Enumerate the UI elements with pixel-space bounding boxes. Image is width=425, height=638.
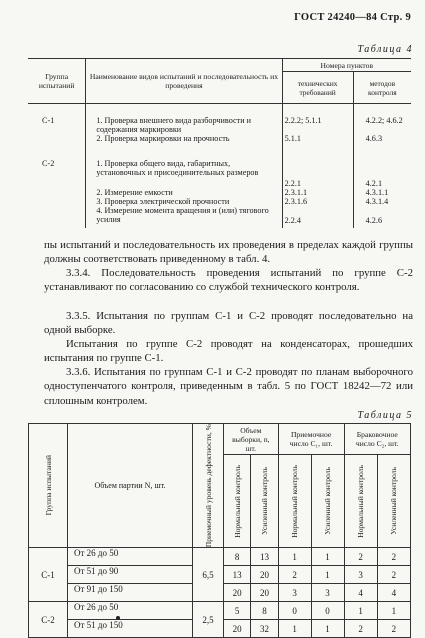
table4 <box>28 58 411 228</box>
table-row: 4. Измерение момента вращения и (или) тягового усилия 2.2.4 4.2.6 <box>28 206 411 228</box>
table4-head-group: Группа испытаний <box>28 59 86 104</box>
table5-head-accept: Приемочное число С₁, шт. <box>278 424 344 455</box>
paragraph: Испытания по группе С-2 проводят на конденсаторах, прошедших испытания по группе С-1. <box>44 338 413 365</box>
table4-head-tech: технических требований <box>282 72 353 104</box>
table5-head-group: Группа испытаний <box>43 455 53 516</box>
table-row: С-1 1. Проверка внешнего вида разборчивости и содержания маркировки 2.2.2; 5.1.1 4.2.2; 4.6.2 <box>28 104 411 135</box>
table5-caption: Таблица 5 <box>357 410 413 421</box>
table5-head-tight: Усиленный контроль <box>260 467 269 535</box>
paragraph: 3.3.5. Испытания по группам С-1 и С-2 проводят последовательно на одной выборке. <box>44 310 413 337</box>
table5-head-tight: Усиленный контроль <box>323 467 333 535</box>
page-header: ГОСТ 24240—84 Стр. 9 <box>294 12 411 23</box>
table-row: С-1 От 26 до 50 6,5 8 13 1 1 2 2 <box>29 548 411 566</box>
table-row: С-2 1. Проверка общего вида, габаритных, установочных и присоединительных размеров 2.2.1 4.2.1 <box>28 143 411 188</box>
table4-head-points: Номера пунктов <box>282 59 411 72</box>
paragraph: 3.3.4. Последовательность проведения испытаний по группе С-2 устанавливают по согласованию со службой технического контроля. <box>44 267 413 294</box>
table5-head-reject: Браковочное число С₂, шт. <box>344 424 411 455</box>
table-row: 2. Проверка маркировки на прочность 5.1.1 4.6.3 <box>28 134 411 143</box>
table5-head-batch: Объем партии N, шт. <box>68 424 193 548</box>
table4-head-methods: методов контроля <box>353 72 411 104</box>
table5-head-normal: Нормальный контроль <box>290 464 300 538</box>
paragraph: 3.3.6. Испытания по группам С-1 и С-2 проводят по планам выборочного одноступенчатого контроля, приведенным в табл. 5 по ГОСТ 18242—72 или сплошным контролем. <box>44 366 413 407</box>
table-row: От 91 до 150 20 20 3 3 4 4 <box>29 584 411 602</box>
table-row: 3. Проверка электрической прочности 2.3.1.6 4.3.1.4 <box>28 197 411 206</box>
table5-head-normal: Нормальный контроль <box>232 464 242 538</box>
table5-head-sample: Объем выборки, n, шт. <box>224 424 279 455</box>
table5-head-tight: Усиленный контроль <box>389 467 399 535</box>
paragraph: пы испытаний и последовательность их проведения в пределах каждой группы должны соответствовать приведенному в табл. 4. <box>44 239 413 266</box>
table4-head-names: Наименование видов испытаний и последовательность их проведения <box>86 59 282 104</box>
table-row: С-2 От 26 до 50 2,5 5 8 0 0 1 1 <box>29 602 411 620</box>
table5-head-level: Приемочный уровень дефектности, % <box>203 424 213 548</box>
table-row: 2. Измерение емкости 2.3.1.1 4.3.1.1 <box>28 188 411 197</box>
table5-head-normal: Нормальный контроль <box>356 464 366 538</box>
table-row: От 51 до 150 20 32 1 1 2 2 <box>29 620 411 638</box>
table5 <box>28 423 411 638</box>
table4-caption: Таблица 4 <box>357 44 413 55</box>
table-row: От 51 до 90 13 20 2 1 3 2 <box>29 566 411 584</box>
page-mark <box>116 616 120 620</box>
